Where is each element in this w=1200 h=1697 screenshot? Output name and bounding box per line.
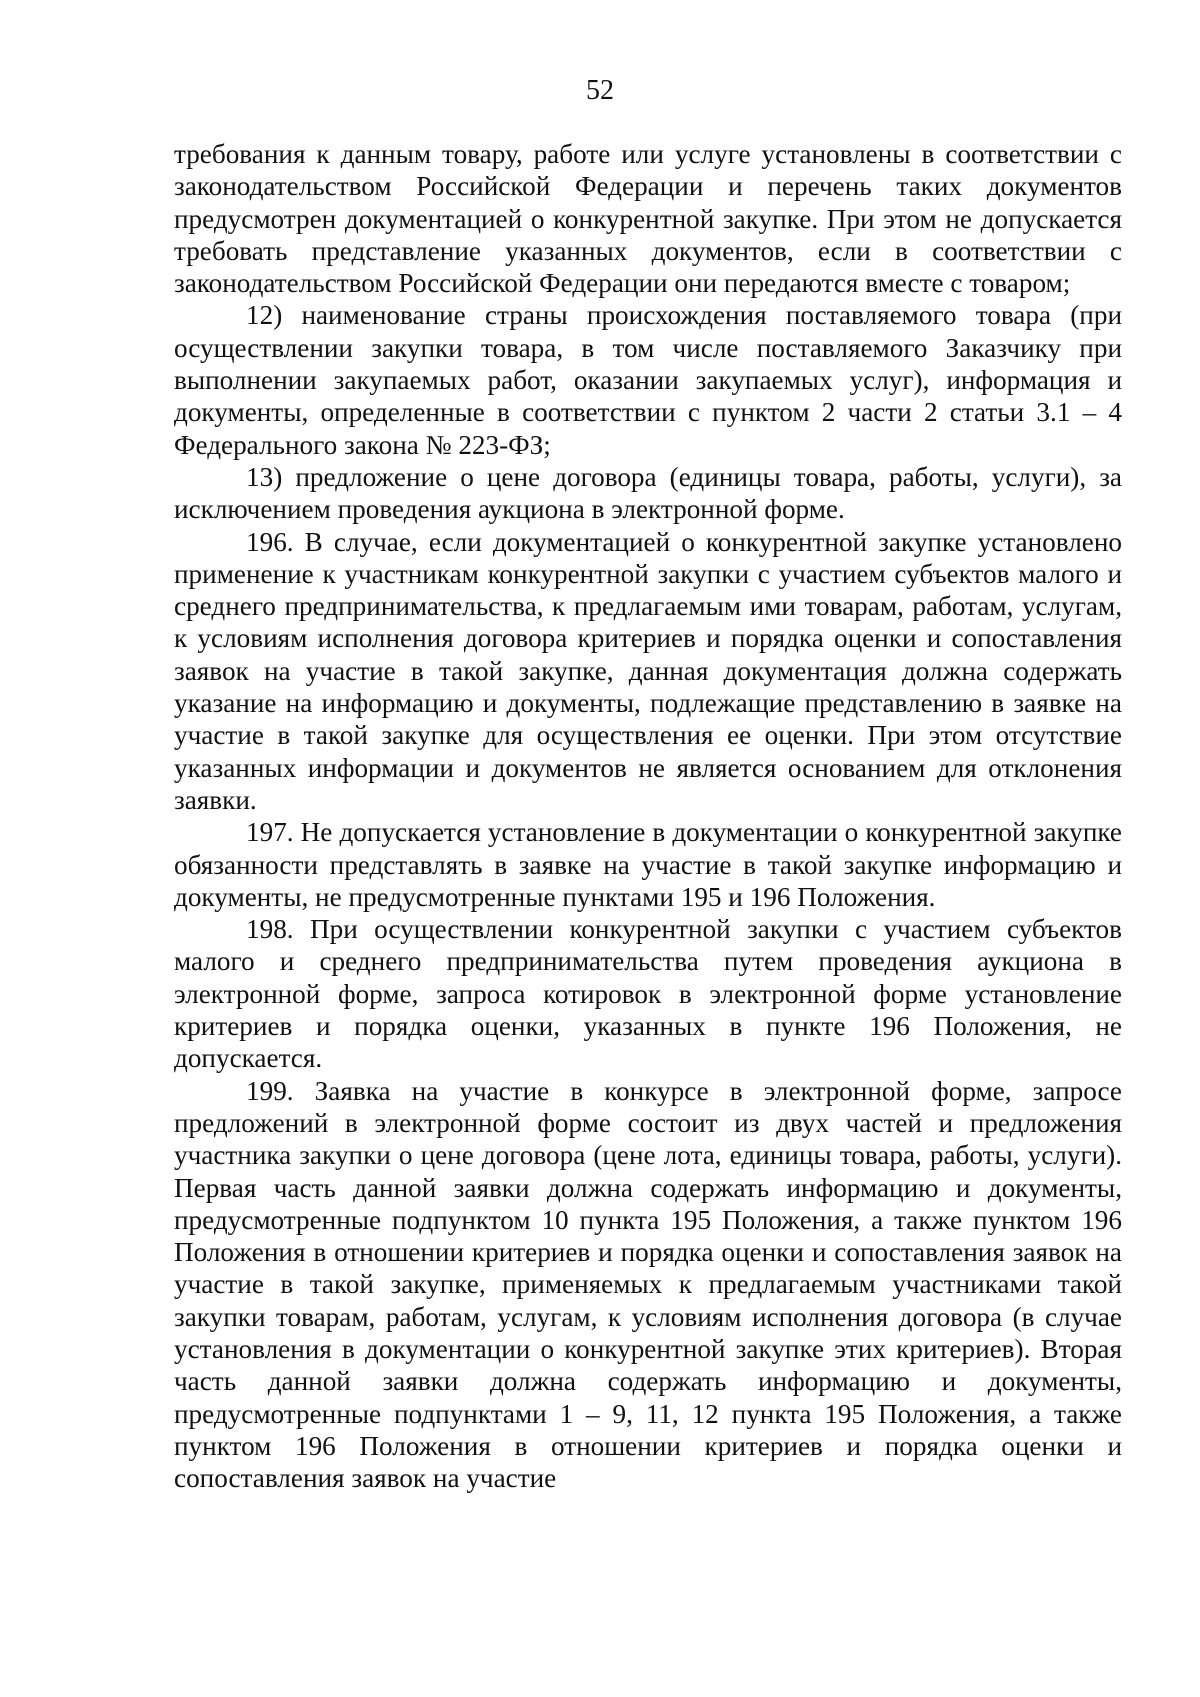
paragraph-clause-199: 199. Заявка на участие в конкурсе в электронной форме, запросе предложений в электронной форме состоит из двух частей и предложения участника закупки о цене договора (цене лота, единицы товара, работы, услуги). Первая часть данной заявки должна содержать информацию и документы, предусмотренные подпунктом 10 пункта 195 Положения, а также пунктом 196 Положения в отношении критериев и порядка оценки и сопоставления заявок на участие в такой закупке, применяемых к предлагаемым участниками такой закупки товарам, работам, услугам, к условиям исполнения договора (в случае установления в документации о конкурентной закупке этих критериев). Вторая часть данной заявки должна содержать информацию и документы, предусмотренные подпунктами 1 – 9, 11, 12 пункта 195 Положения, а также пунктом 196 Положения в отношении критериев и порядка оценки и сопоставления заявок на участие <box>174 1075 1122 1494</box>
paragraph-item-12: 12) наименование страны происхождения поставляемого товара (при осуществлении закупки товара, в том числе поставляемого Заказчику при выполнении закупаемых работ, оказании закупаемых услуг), информация и документы, определенные в соответствии с пунктом 2 части 2 статьи 3.1 – 4 Федерального закона № 223-ФЗ; <box>174 300 1122 460</box>
paragraph-clause-196: 196. В случае, если документацией о конкурентной закупке установлено применение к участникам конкурентной закупки с участием субъектов малого и среднего предпринимательства, к предлагаемым ими товарам, работам, услугам, к условиям исполнения договора критериев и порядка оценки и сопоставления заявок на участие в такой закупке, данная документация должна содержать указание на информацию и документы, подлежащие представлению в заявке на участие в такой закупке для осуществления ее оценки. При этом отсутствие указанных информации и документов не является основанием для отклонения заявки. <box>174 526 1122 815</box>
paragraph-clause-197: 197. Не допускается установление в документации о конкурентной закупке обязанности представлять в заявке на участие в такой закупке информацию и документы, не предусмотренные пунктами 195 и 196 Положения. <box>174 817 1122 912</box>
page-number: 52 <box>586 75 614 106</box>
paragraph-clause-198: 198. При осуществлении конкурентной закупки с участием субъектов малого и среднего предпринимательства путем проведения аукциона в электронной форме, запроса котировок в электронной форме установление критериев и порядка оценки, указанных в пункте 196 Положения, не допускается. <box>174 914 1122 1074</box>
paragraph-item-13: 13) предложение о цене договора (единицы товара, работы, услуги), за исключением проведения аукциона в электронной форме. <box>174 461 1122 525</box>
document-body <box>174 138 1122 1494</box>
paragraph-continuation: требования к данным товару, работе или услуге установлены в соответствии с законодательством Российской Федерации и перечень таких документов предусмотрен документацией о конкурентной закупке. При этом не допускается требовать представление указанных документов, если в соответствии с законодательством Российской Федерации они передаются вместе с товаром; <box>174 139 1122 299</box>
